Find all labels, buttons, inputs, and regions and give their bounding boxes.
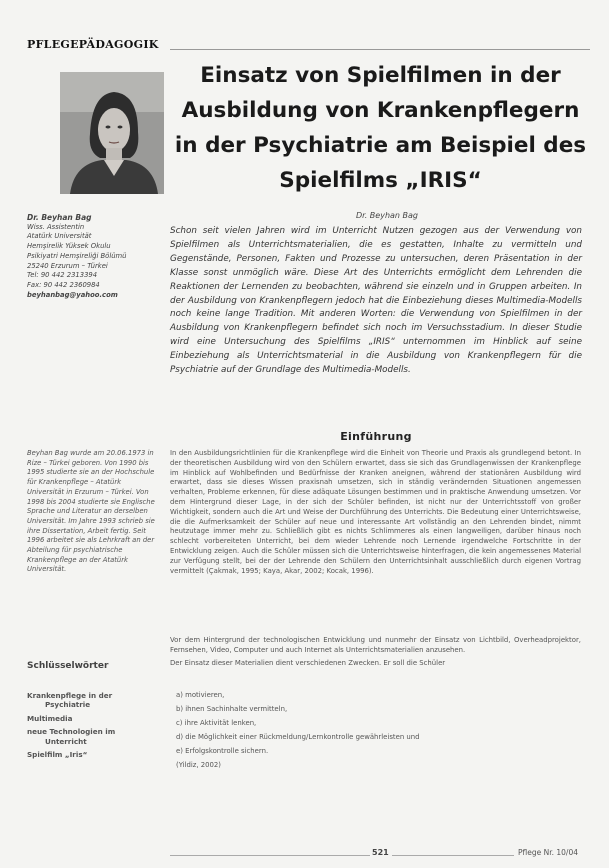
list-item: a) motivieren, bbox=[176, 691, 225, 699]
keyword-item: Spielfilm „Iris“ bbox=[27, 750, 88, 760]
author-bio: Beyhan Bag wurde am 20.06.1973 in Rize – Türkei geboren. Von 1990 bis 1995 studierte sie an der Hochschule für Krankenpflege – Atatürk Universität in Erzurum – Türkei. Von 1998 bis 2004 studierte sie Englische Sprache und Literatur an derselben Universität. Im Jahre 1993 schrieb sie ihre Dissertation, Arbeit fertig. Seit 1996 arbeitet sie als Lehrkraft an der Abteilung für psychiatrische Krankenpflege an der Atatürk Universität. bbox=[27, 449, 155, 574]
header-rule bbox=[170, 49, 590, 50]
list-item: b) ihnen Sachinhalte vermitteln, bbox=[176, 705, 288, 713]
list-item: e) Erfolgskontrolle sichern. bbox=[176, 747, 269, 755]
citation: (Yildiz, 2002) bbox=[176, 761, 221, 769]
author-line: Tel: 90 442 2313394 bbox=[27, 271, 98, 280]
section-heading: Einführung bbox=[340, 430, 412, 443]
byline: Dr. Beyhan Bag bbox=[356, 211, 418, 220]
author-line: Fax: 90 442 2360984 bbox=[27, 280, 100, 289]
keywords-heading: Schlüsselwörter bbox=[27, 661, 109, 671]
author-line: Atatürk Universität bbox=[27, 232, 92, 241]
article-title: Einsatz von Spielfilmen in der Ausbildung von Krankenpflegern in der Psychiatrie am Beispiel des Spielfilms „IRIS“ bbox=[174, 63, 587, 193]
author-line: Psikiyatri Hemşireliği Bölümü bbox=[27, 251, 127, 260]
keywords-list bbox=[27, 691, 157, 763]
list-item: c) ihre Aktivität lenken, bbox=[176, 719, 257, 727]
journal-info: Pflege Nr. 10/04 bbox=[518, 848, 579, 857]
keyword-item: Multimedia bbox=[27, 713, 73, 723]
footer-rule bbox=[170, 855, 370, 856]
list-item: d) die Möglichkeit einer Rückmeldung/Lernkontrolle gewährleisten und bbox=[176, 733, 420, 741]
abstract: Schon seit vielen Jahren wird im Unterricht Nutzen gezogen aus der Verwendung von Spielfilmen als Unterrichtsmaterialien, die es gestatten, Inhalte zu vermitteln und Gegenstände, Personen, Fakten und Prozesse zu untersuchen, deren Präsentation in der Klasse sonst unmöglich wäre. Diese Art des Unterrichts ermöglicht dem Lehrenden die Reaktionen der Lernenden zu beobachten, während sie einzeln und in Gruppen arbeiten. In der Ausbildung von Krankenpflegern jedoch hat die Einbeziehung dieses Multimedia-Modells noch keine lange Tradition. Mit anderen Worten: die Verwendung von Spielfilmen in der Ausbildung von Krankenpflegern befindet sich noch im Versuchsstadium. In dieser Studie wird eine Untersuchung des Spielfilms „IRIS“ unternommen im Hinblick auf seine Einbeziehung als Unterrichtsmaterial in die Ausbildung von Krankenpflegern für die Psychiatrie auf der Grundlage des Multimedia-Modells. bbox=[170, 226, 582, 376]
author-line: 25240 Erzurum – Türkei bbox=[27, 261, 108, 270]
author-line: Wiss. Assistentin bbox=[27, 222, 85, 231]
footer-rule bbox=[392, 855, 514, 856]
author-photo bbox=[60, 72, 164, 194]
purpose-list bbox=[176, 688, 581, 772]
author-name: Dr. Beyhan Bag bbox=[27, 213, 92, 222]
author-info bbox=[27, 213, 153, 300]
page-number: 521 bbox=[372, 848, 389, 857]
author-line: Hemşirelik Yüksek Okulu bbox=[27, 242, 111, 251]
body-paragraph-2: Vor dem Hintergrund der technologischen Entwicklung und nunmehr der Einsatz von Lichtbild, Overheadprojektor, Fernsehen, Video, Computer und auch Internet als Unterrichtsmaterialien anzusehen. Der Einsatz dieser Materialien dient verschiedenen Zwecken. Er soll die Schüler bbox=[170, 636, 581, 667]
keyword-item: Krankenpflege in der Psychiatrie bbox=[27, 691, 113, 710]
author-email: beyhanbag@yahoo.com bbox=[27, 290, 118, 299]
keyword-item: neue Technologien im Unterricht bbox=[27, 727, 116, 746]
section-label: PFLEGEPÄDAGOGIK bbox=[27, 38, 159, 51]
body-paragraph: In den Ausbildungsrichtlinien für die Krankenpflege wird die Einheit von Theorie und Praxis als grundlegend betont. In der theoretischen Ausbildung wird von den Schülern erwartet, dass sie sich das Grundlagenwissen der Krankenpflege im Hinblick auf Wohlbefinden und Bedürfnisse der Kranken aneignen, während der stationären Ausbildung wird erwartet, dass sie dieses Wissen praxisnah umsetzen, sich in ständig verändernden Situationen angemessen verhalten, Probleme erkennen, für diese adäquate Lösungen bestimmen und in praktische Anwendung umsetzen. Vor dem Hintergrund dieser Lage, in der sich der Schüler befinden, ist nicht nur der Unterrichtsstoff von großer Wichtigkeit, sondern auch die Art und Weise der Durchführung des Unterrichts. Die Bedeutung einer Unterrichtsweise, die die Aufmerksamkeit der Schüler auf neue und interessante Art vollständig an den Lehrenden bindet, nimmt heutzutage immer mehr zu. Schließlich gibt es nichts Schlimmeres als einen langweiligen, darüber hinaus noch schlecht vorbereiteten Unterricht, bei dem wieder Lehrende noch Lernende irgendwelche Fortschritte in der Entwicklung zeigen. Auch die Schüler müssen sich die Unterrichtsweise hinterfragen, die kein angemessenes Material zur Verfügung stellt, bei der der Lehrende den Schülern den Unterrichtsinhalt ausschließlich durch eigenen Vortrag vermittelt (Çakmak, 1995; Kaya, Akar, 2002; Kocak, 1996). bbox=[170, 449, 581, 575]
